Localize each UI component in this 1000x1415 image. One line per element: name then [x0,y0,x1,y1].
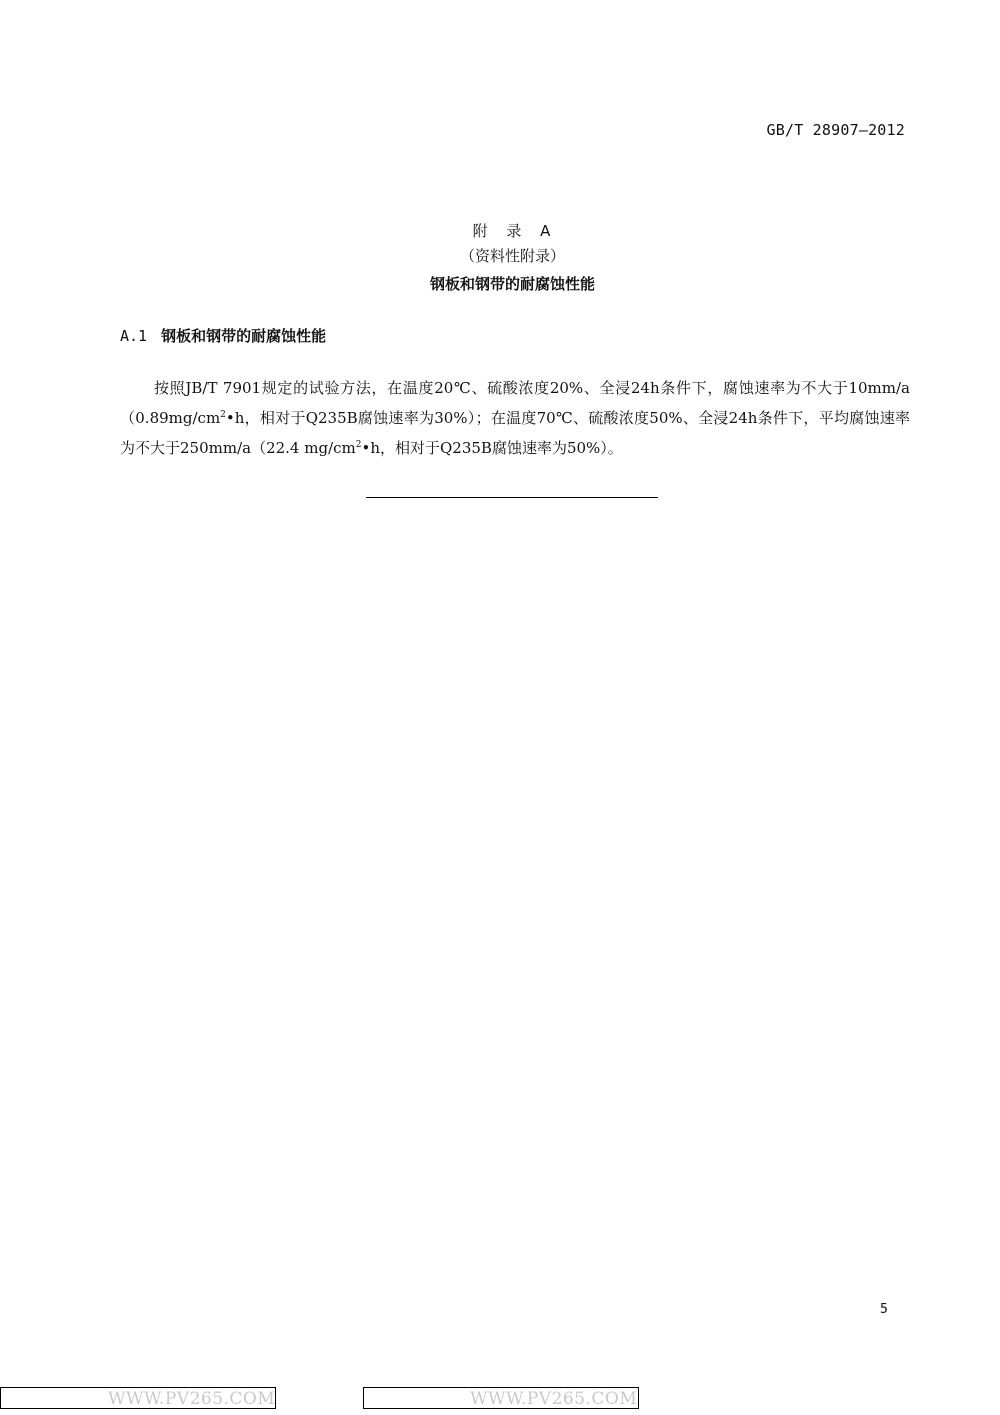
body-segment-1: 按照JB/T 7901规定的试验方法，在温度20℃、硫酸浓度20%、全浸24h条件下，腐蚀速率为不大于10mm/a（0.89mg/cm [120,379,910,427]
annex-label: 附 录 A [472,222,553,240]
standard-number: GB/T 28907—2012 [766,121,905,139]
clause-heading [120,325,326,346]
superscript-1: 2 [220,410,226,420]
end-rule [366,497,658,498]
clause-title: 钢板和钢带的耐腐蚀性能 [161,327,327,345]
annex-type: （资料性附录） [459,247,565,265]
clause-number: A.1 [120,327,148,345]
watermark-left: WWW.PV265.COM [108,1389,276,1409]
body-paragraph [120,375,910,462]
page-number: 5 [880,1302,888,1317]
body-segment-3: •h，相对于Q235B腐蚀速率为50%）。 [361,439,623,457]
superscript-2: 2 [355,440,362,450]
body-segment-2: •h，相对于Q235B腐蚀速率为30%）；在温度70℃、硫酸浓度50%、全浸24h条件下，平均腐蚀速率为不大于250mm/a（22.4 mg/cm [120,409,910,457]
annex-title: 钢板和钢带的耐腐蚀性能 [429,275,595,293]
watermark-right: WWW.PV265.COM [470,1389,638,1409]
